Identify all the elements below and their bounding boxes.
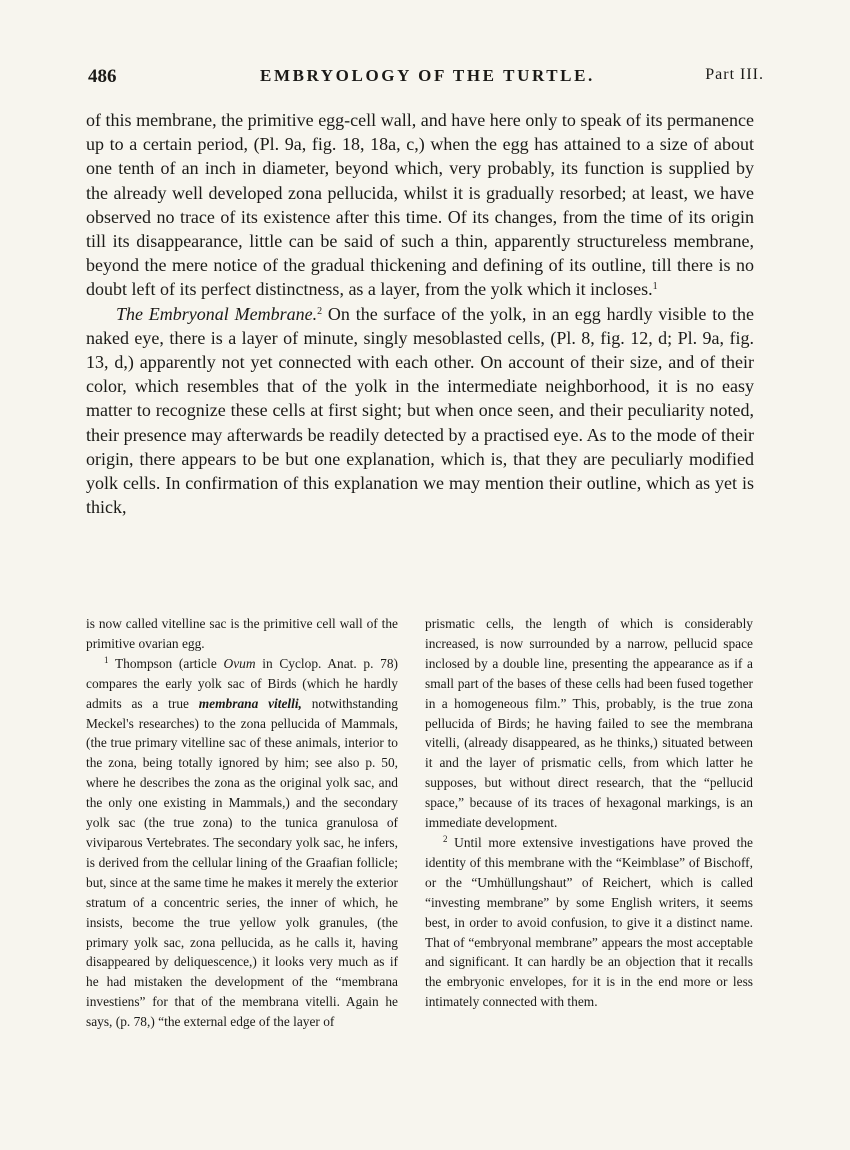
paragraph-text: of this membrane, the primitive egg-cell wall, and have here only to speak of its permanence up to a certain period, (Pl. 9a, fig. 18, 18a, c,) when the egg has attained to a size of about one tenth of an inch in diameter, beyond which, very probably, its function is supplied by the already well developed zona pellucida, whilst it is gradually resorbed; at least, we have observed no trace of its existence after this time. Of its changes, from the time of its origin till its disappearance, little can be said of such a thin, apparently structureless membrane, beyond the mere notice of the gradual thickening and defining of its outline, till there is no doubt left of its perfect distinctness, as a layer, from the yolk which it incloses.: [86, 110, 754, 300]
footnote-mark: 1: [104, 654, 109, 665]
footnote-1: [86, 654, 398, 1032]
section-heading: The Embryonal Membrane.: [116, 303, 318, 324]
footnote-italic: Ovum: [223, 655, 256, 671]
footnote-text: notwithstanding Meckel's researches) to the zona pellucida of Mammals, (the true primary vitelline sac of these animals, interior to the zona, being totally ignored by him; see also p. 50, where he describes the zona as the original yolk sac, and the only one existing in Mammals,) and the secondary yolk sac (the true zona) to the tunica granulosa of viviparous Vertebrates. The secondary yolk sac, he infers, is derived from the cellular lining of the Graafian follicle; but, since at the same time he makes it merely the exterior stratum of a concentric series, the inner of which, he insists, become the true yellow yolk granules, (the primary yolk sac, zona pellucida, as he calls it, having disappeared by deliquescence,) it looks very much as if he had mistaken the development of the “membrana investiens” for that of the membrana vitelli. Again he says, (p. 78,) “the external edge of the layer of: [86, 695, 398, 1030]
footnotes-left-column: [86, 614, 398, 1032]
main-text: [86, 108, 754, 519]
footnote-text: Thompson (article: [108, 655, 224, 671]
footnote-text: in Cyclop. Anat. p. 78) compares the early yolk sac of Birds (which he hardly admits as a true: [86, 655, 398, 711]
footnote-1-continued: prismatic cells, the length of which is considerably increased, is now surrounded by a narrow, pellucid space inclosed by a double line, presenting the appearance as if a small part of the bases of these cells had been fused together in a homogeneous film.” This, probably, is the true zona pellucida of Birds; he having failed to see the membrana vitelli, (already disappeared, as he thinks,) situated between it and the layer of prismatic cells, from which latter he supposes, but without direct research, that the “pellucid space,” because of its traces of hexagonal markings, is an immediate development.: [425, 616, 753, 831]
footnote-italic: membrana vitelli,: [198, 695, 302, 711]
footnote-continuation: is now called vitelline sac is the primitive cell wall of the primitive ovarian egg.: [86, 616, 398, 651]
footnote-mark: 2: [443, 833, 448, 844]
paragraph: [86, 108, 754, 302]
paragraph: [86, 302, 754, 520]
paragraph-text: On the surface of the yolk, in an egg hardly visible to the naked eye, there is a layer of minute, singly mesoblasted cells, (Pl. 8, fig. 12, d; Pl. 9a, fig. 13, d,) apparently not yet connected with each other. On account of their size, and of their color, which resembles that of the yolk in the intermediate neighborhood, it is no easy matter to recognize these cells at first sight; but when once seen, and their peculiarity noted, their presence may afterwards be readily detected by a practised eye. As to the mode of their origin, there appears to be but one explanation, which is, that they are peculiarly modified yolk cells. In confirmation of this explanation we may mention their outline, which as yet is thick,: [86, 303, 755, 518]
page-number: 486: [88, 66, 117, 87]
footnote-ref: 2: [317, 305, 323, 317]
part-label: Part III.: [705, 66, 764, 83]
page-header: [88, 66, 764, 92]
footnote-ref: 1: [652, 281, 658, 293]
running-head: EMBRYOLOGY OF THE TURTLE.: [260, 66, 595, 85]
footnotes-right-column: [425, 614, 753, 1012]
footnote-text: Until more extensive investigations have proved the identity of this membrane with the “Keimblase” of Bischoff, or the “Umhüllungshaut” of Reichert, which is called “investing membrane” by some English writers, it seems best, in order to avoid confusion, to give it a distinct name. That of “embryonal membrane” appears the most acceptable and significant. It can hardly be an objection that it recalls the embryonic envelopes, for it is in the end more or less intimately connected with them.: [425, 834, 753, 1010]
footnote-2: [425, 833, 753, 1012]
